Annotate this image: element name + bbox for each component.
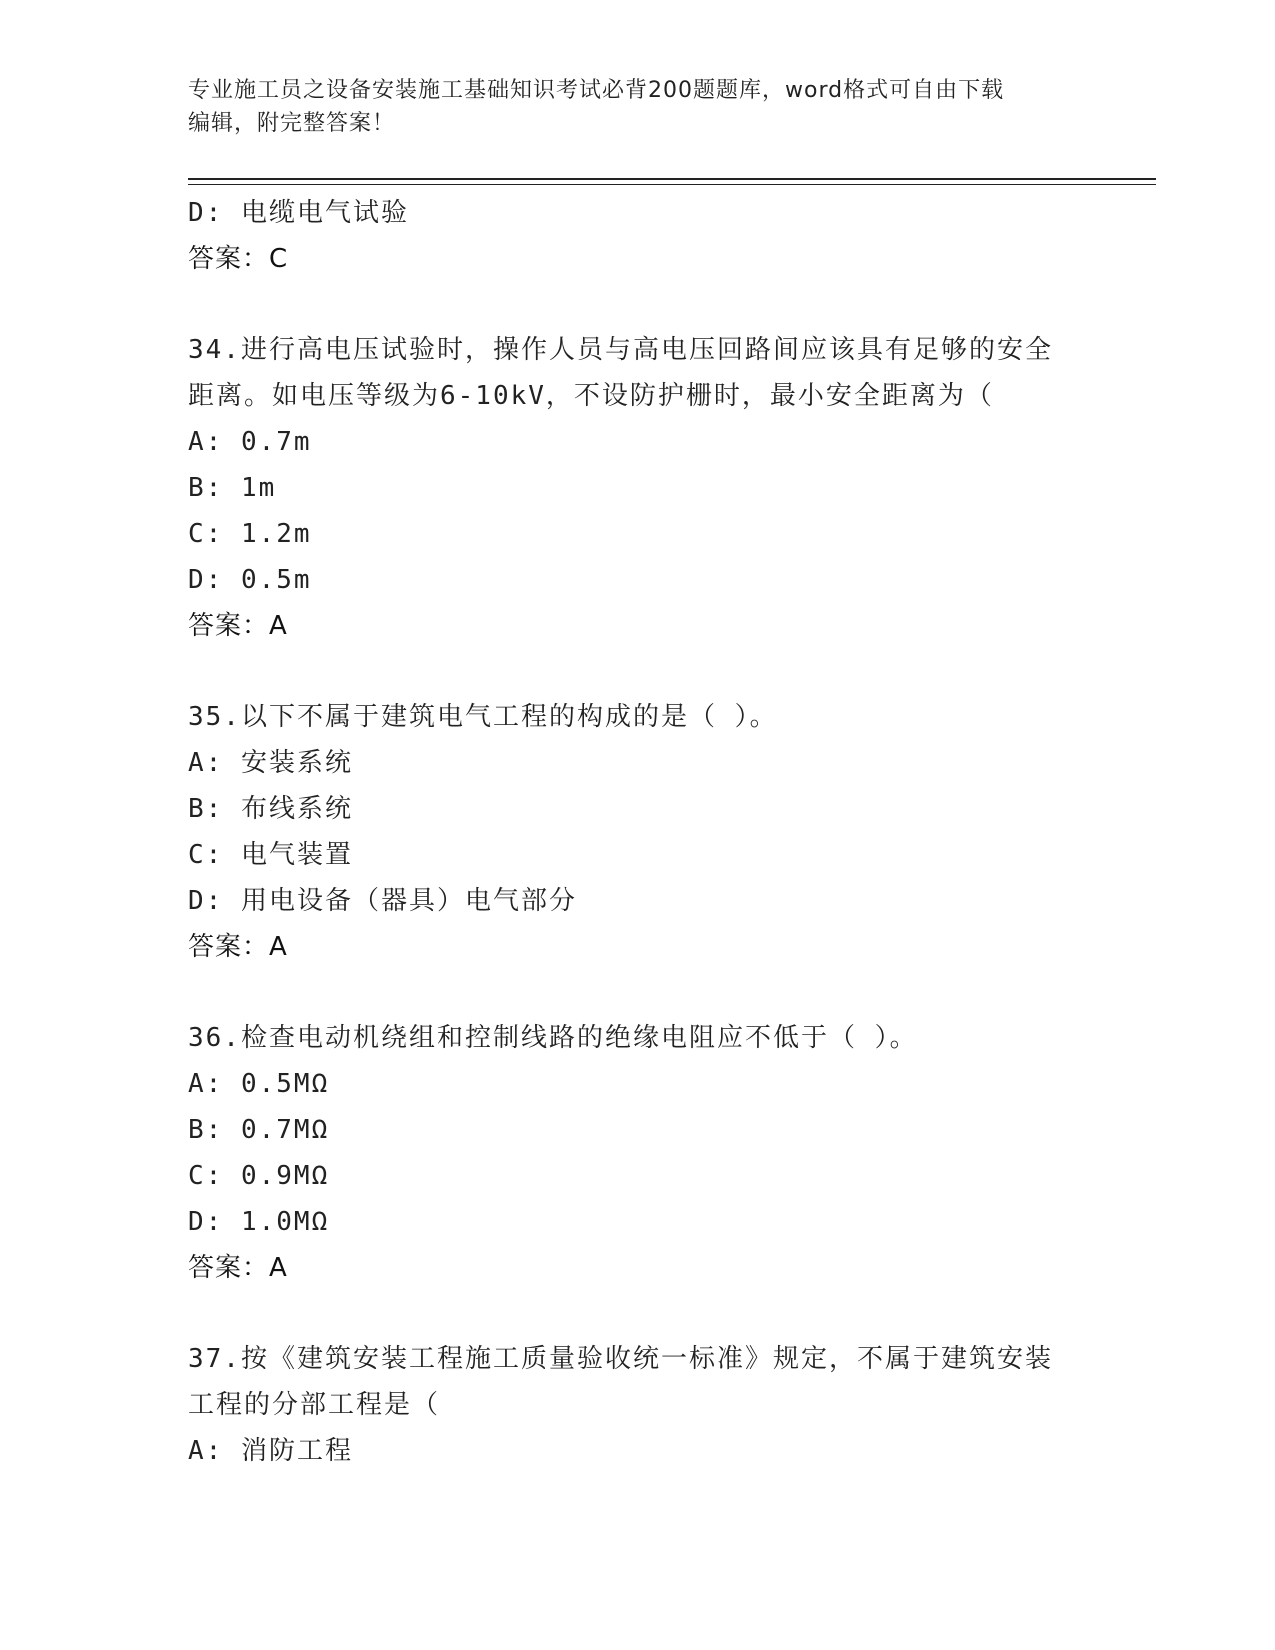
question-text: 36.检查电动机绕组和控制线路的绝缘电阻应不低于（ ）。 [188, 1023, 918, 1053]
option-a: A: 消防工程 [188, 1436, 353, 1466]
header-line-1: 专业施工员之设备安装施工基础知识考试必背200题题库，word格式可自由下载 [188, 78, 1005, 103]
document-body [188, 190, 1088, 1474]
answer-line: 答案：A [188, 932, 288, 962]
option-c: C: 1.2m [188, 519, 312, 549]
header-rule-thick [188, 178, 1156, 180]
question-block-37 [188, 1336, 1088, 1474]
header-line-2: 编辑，附完整答案！ [188, 111, 396, 136]
answer-line: 答案：A [188, 1253, 288, 1283]
question-text: 37.按《建筑安装工程施工质量验收统一标准》规定，不属于建筑安装 [188, 1344, 1053, 1374]
question-block-36 [188, 1015, 1088, 1291]
option-c: C: 0.9MΩ [188, 1161, 330, 1191]
question-text: 34.进行高电压试验时，操作人员与高电压回路间应该具有足够的安全 [188, 335, 1053, 365]
option-b: B: 布线系统 [188, 794, 353, 824]
spacer [188, 282, 1088, 327]
page-header [188, 74, 1088, 140]
option-b: B: 1m [188, 473, 277, 503]
question-text: 35.以下不属于建筑电气工程的构成的是（ ）。 [188, 702, 778, 732]
option-a: A: 0.5MΩ [188, 1069, 330, 1099]
question-block-33-tail [188, 190, 1088, 282]
question-block-35 [188, 694, 1088, 970]
question-block-34 [188, 327, 1088, 649]
option-d: D: 用电设备（器具）电气部分 [188, 886, 577, 916]
option-d: D: 0.5m [188, 565, 312, 595]
answer-line: 答案：A [188, 611, 288, 641]
option-a: A: 安装系统 [188, 748, 353, 778]
option-a: A: 0.7m [188, 427, 312, 457]
option-c: C: 电气装置 [188, 840, 353, 870]
spacer [188, 970, 1088, 1015]
header-rule-thin [188, 184, 1156, 185]
answer-line: 答案：C [188, 244, 289, 274]
spacer [188, 649, 1088, 694]
option-d: D: 电缆电气试验 [188, 198, 409, 228]
option-b: B: 0.7MΩ [188, 1115, 330, 1145]
question-text: 距离。如电压等级为6-10kV，不设防护栅时，最小安全距离为（ [188, 381, 994, 411]
spacer [188, 1291, 1088, 1336]
option-d: D: 1.0MΩ [188, 1207, 330, 1237]
question-text: 工程的分部工程是（ [188, 1390, 441, 1420]
